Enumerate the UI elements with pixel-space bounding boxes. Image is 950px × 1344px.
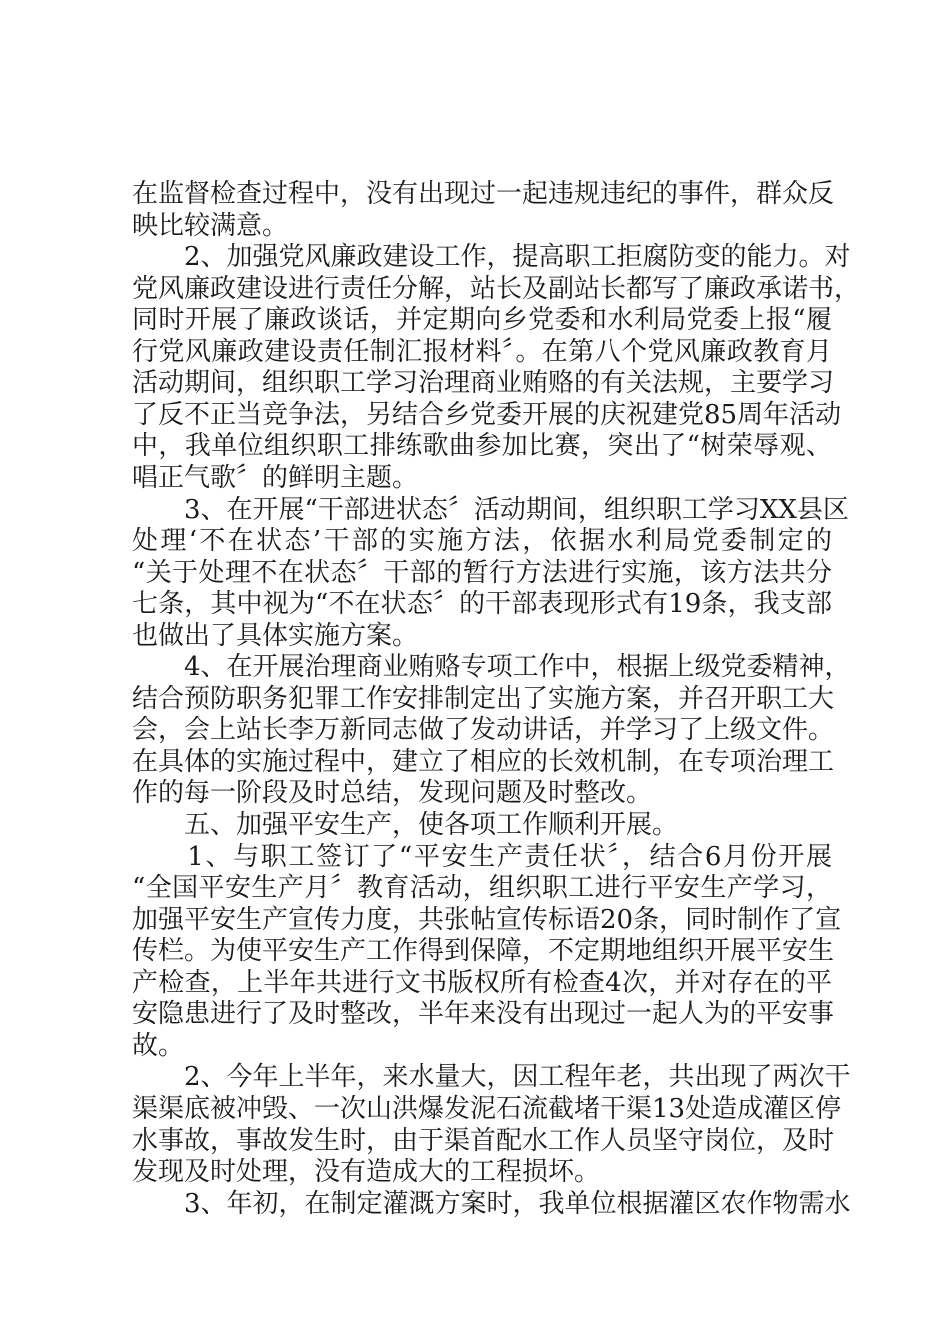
text-line: 安隐患进行了及时整改，半年来没有出现过一起人为的平安事 — [132, 999, 835, 1030]
text-line: 处理‘不在状态’干部的实施方法，依据水利局党委制定的 — [132, 526, 832, 557]
text-line: 行党风廉政建设责任制汇报材料〞。在第八个党风廉政教育月 — [132, 336, 832, 367]
text-line: 结合预防职务犯罪工作安排制定出了实施方案，并召开职工大 — [132, 683, 835, 714]
text-line: 2、今年上半年，来水量大，因工程年老，共出现了两次干 — [132, 1062, 851, 1093]
text-line: 五、加强平安生产，使各项工作顺利开展。 — [132, 810, 679, 840]
text-line: 会，会上站长李万新同志做了发动讲话，并学习了上级文件。 — [132, 715, 835, 746]
text-line: 传栏。为使平安生产工作得到保障，不定期地组织开展平安生 — [132, 936, 835, 967]
text-line: 唱正气歌〞的鲜明主题。 — [132, 462, 419, 493]
text-line: 活动期间，组织职工学习治理商业贿赂的有关法规，主要学习 — [132, 368, 835, 399]
text-line: 产检查，上半年共进行文书版权所有检查4次，并对存在的平 — [132, 967, 832, 998]
text-line: 水事故，事故发生时，由于渠首配水工作人员坚守岗位，及时 — [132, 1125, 835, 1156]
text-line: 4、在开展治理商业贿赂专项工作中，根据上级党委精神， — [132, 652, 851, 683]
text-line: 也做出了具体实施方案。 — [132, 620, 419, 651]
text-line: 渠渠底被冲毁、一次山洪爆发泥石流截堵干渠13处造成灌区停 — [132, 1093, 842, 1124]
text-line: 映比较满意。 — [132, 210, 289, 241]
text-line: 中，我单位组织职工排练歌曲参加比赛，突出了“树荣辱观、 — [132, 431, 832, 462]
text-line: “全国平安生产月〞教育活动，组织职工进行平安生产学习， — [132, 873, 832, 904]
text-line: 1、与职工签订了“平安生产责任状〞，结合6月份开展 — [132, 841, 832, 872]
text-line: 在具体的实施过程中，建立了相应的长效机制，在专项治理工 — [132, 746, 835, 777]
text-line: 加强平安生产宣传力度，共张帖宣传标语20条，同时制作了宣 — [132, 904, 842, 935]
text-line: 故。 — [132, 1030, 185, 1061]
text-line: 3、在开展“干部进状态〞活动期间，组织职工学习XX县区 — [132, 494, 849, 525]
text-line: “关于处理不在状态〞干部的暂行方法进行实施，该方法共分 — [132, 557, 832, 588]
text-line: 党风廉政建设进行责任分解，站长及副站长都写了廉政承诺书， — [132, 273, 861, 304]
text-line: 同时开展了廉政谈话，并定期向乡党委和水利局党委上报“履 — [132, 305, 832, 336]
text-line: 作的每一阶段及时总结，发现问题及时整改。 — [132, 778, 653, 809]
text-line: 发现及时处理，没有造成大的工程损坏。 — [132, 1157, 601, 1188]
text-line: 2、加强党风廉政建设工作，提高职工拒腐防变的能力。对 — [132, 242, 851, 273]
text-line: 七条，其中视为“不在状态〞的干部表现形式有19条，我支部 — [132, 589, 832, 620]
text-line: 3、年初，在制定灌溉方案时，我单位根据灌区农作物需水 — [132, 1188, 851, 1219]
text-line: 在监督检查过程中，没有出现过一起违规违纪的事件，群众反 — [132, 179, 835, 209]
text-line: 了反不正当竞争法，另结合乡党委开展的庆祝建党85周年活动 — [132, 399, 842, 430]
